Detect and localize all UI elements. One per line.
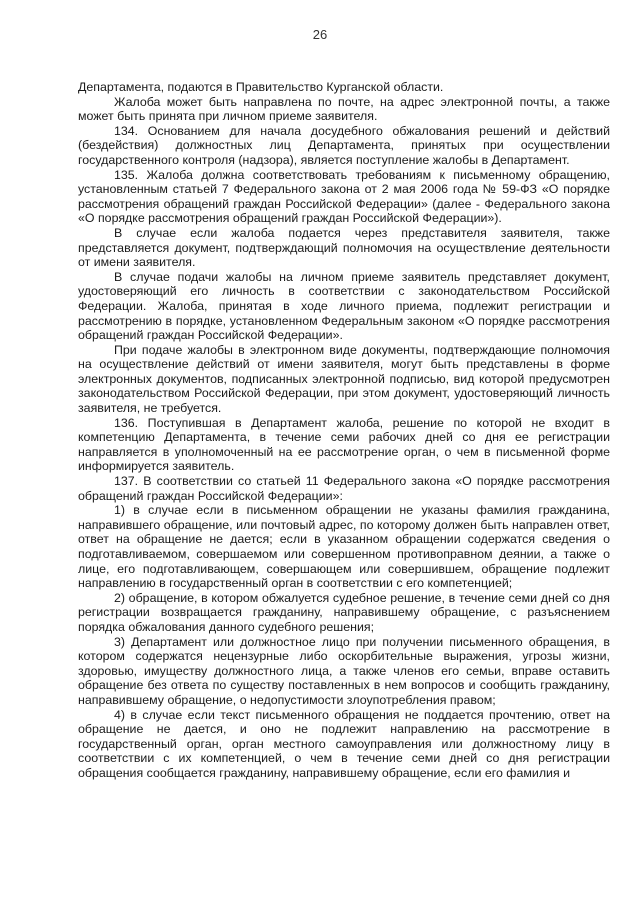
paragraph: В случае если жалоба подается через представителя заявителя, также представляется документ, подтверждающий полномочия на осуществление деятельности от имени заявителя.: [78, 225, 610, 270]
paragraph: Департамента, подаются в Правительство Курганской области.: [78, 80, 444, 94]
paragraph: В случае подачи жалобы на личном приеме заявитель представляет документ, удостоверяющий его личность в соответствии с законодательством Российской Федерации. Жалоба, принятая в ходе личного приема, подлежит регистрации и рассмотрению в порядке, установленном Федеральным законом «О порядке рассмотрения обращений граждан Российской Федерации».: [78, 269, 610, 343]
paragraph: 136. Поступившая в Департамент жалоба, решение по которой не входит в компетенцию Департамента, в течение семи рабочих дней со дня ее регистрации направляется в уполномоченный на ее рассмотрение орган, о чем в письменной форме информируется заявитель.: [78, 415, 610, 474]
paragraph: 2) обращение, в котором обжалуется судебное решение, в течение семи дней со дня регистрации возвращается гражданину, направившему обращение, с разъяснением порядка обжалования данного судебного решения;: [78, 590, 610, 634]
paragraph: 137. В соответствии со статьей 11 Федерального закона «О порядке рассмотрения обращений граждан Российской Федерации»:: [78, 474, 610, 503]
paragraph: 135. Жалоба должна соответствовать требованиям к письменному обращению, установленным статьей 7 Федерального закона от 2 мая 2006 года № 59-ФЗ «О порядке рассмотрения обращений граждан Российской Федерации» (далее - Федерального закона «О порядке рассмотрения обращений граждан Российской Федерации»).: [78, 167, 610, 226]
paragraph: 134. Основанием для начала досудебного обжалования решений и действий (бездействия) должностных лиц Департамента, принятых при осуществлении государственного контроля (надзора), является поступление жалобы в Департамент.: [78, 123, 610, 167]
paragraph: 3) Департамент или должностное лицо при получении письменного обращения, в котором содержатся нецензурные либо оскорбительные выражения, угрозы жизни, здоровью, имуществу должностного лица, а также членов его семьи, вправе оставить обращение без ответа по существу поставленных в нем вопросов и сообщить гражданину, направившему обращение, о недопустимости злоупотребления правом;: [78, 634, 610, 707]
paragraph: При подаче жалобы в электронном виде документы, подтверждающие полномочия на осуществление действий от имени заявителя, могут быть представлены в форме электронных документов, подписанных электронной подписью, вид которой предусмотрен законодательством Российской Федерации, при этом документ, удостоверяющий личность заявителя, не требуется.: [78, 342, 610, 416]
paragraph: 4) в случае если текст письменного обращения не поддается прочтению, ответ на обращение не дается, и оно не подлежит направлению на рассмотрение в государственный орган, орган местного самоуправления или должностному лицу в соответствии с их компетенцией, о чем в течение семи дней со дня регистрации обращения сообщается гражданину, направившему обращение, если его фамилия и: [78, 707, 610, 780]
paragraph: 1) в случае если в письменном обращении не указаны фамилия гражданина, направившего обращение, или почтовый адрес, по которому должен быть направлен ответ, ответ на обращение не дается; если в указанном обращении содержатся сведения о подготавливаемом, совершаемом или совершенном противоправном деянии, а также о лице, его подготавливающем, совершающем или совершившем, обращение подлежит направлению в государственный орган в соответствии с его компетенцией;: [78, 503, 610, 591]
page-number: 26: [312, 27, 328, 42]
document-body: [78, 80, 610, 781]
paragraph: Жалоба может быть направлена по почте, на адрес электронной почты, а также может быть принята при личном приеме заявителя.: [78, 94, 610, 124]
